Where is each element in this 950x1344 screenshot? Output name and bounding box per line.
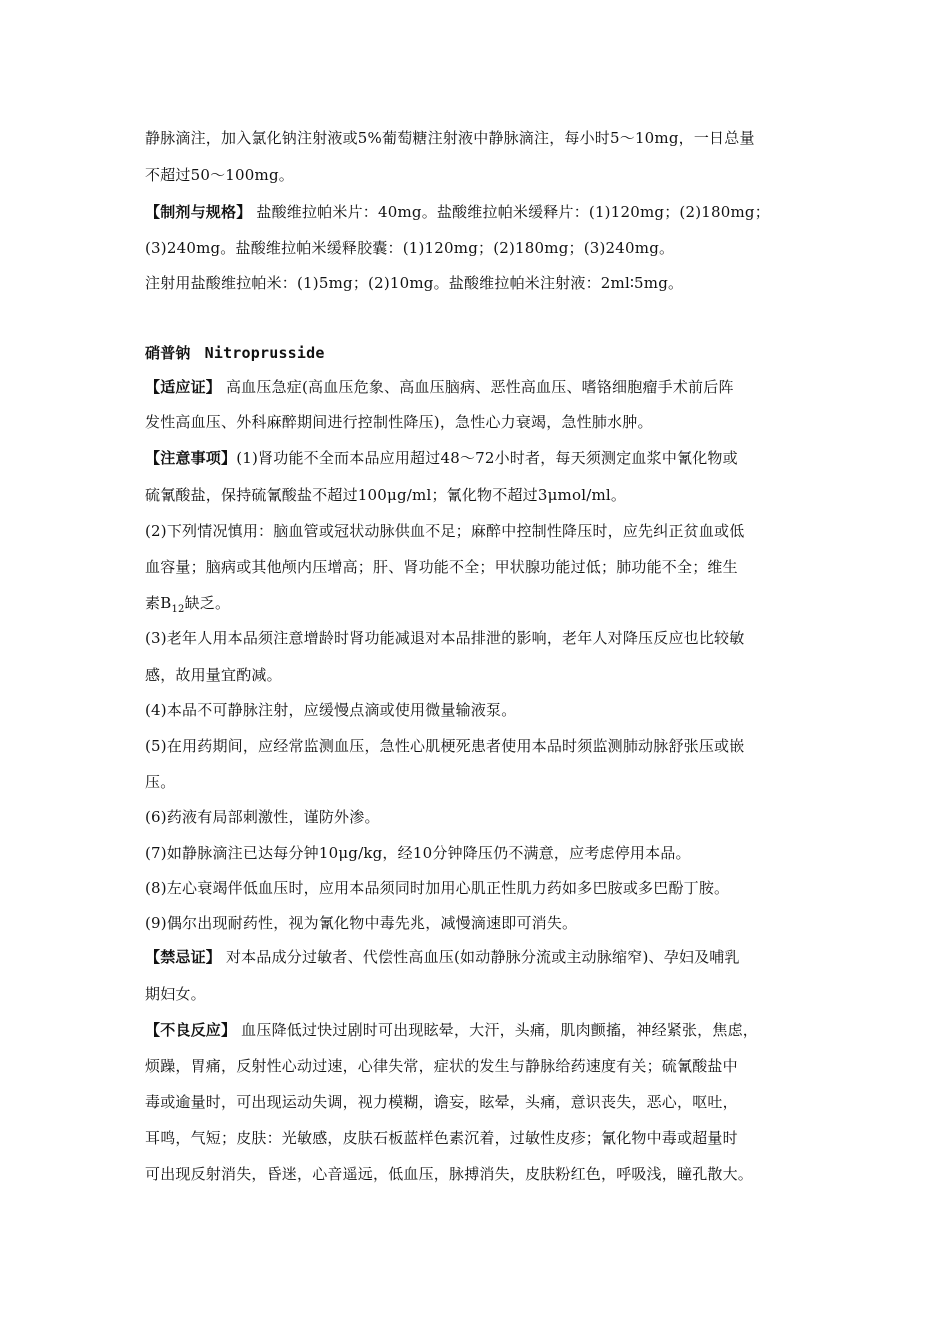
caution-line: (9)偶尔出现耐药性，视为氰化物中毒先兆，减慢滴速即可消失。: [145, 914, 578, 932]
adverse-line: 毒或逾量时，可出现运动失调，视力模糊，谵妄，眩晕，头痛，意识丧失，恶心，呕吐，: [145, 1093, 738, 1111]
dosage-line: 静脉滴注，加入氯化钠注射液或5%葡萄糖注射液中静脉滴注，每小时5～10mg，一日总量: [145, 129, 755, 147]
section-heading-caution: 【注意事项】: [145, 449, 237, 467]
spec-text: 盐酸维拉帕米片：40mg。盐酸维拉帕米缓释片：(1)120mg；(2)180mg；: [251, 203, 770, 221]
caution-line: (5)在用药期间，应经常监测血压，急性心肌梗死患者使用本品时须监测肺动脉舒张压或嵌: [145, 737, 745, 755]
indication-line: 发性高血压、外科麻醉期间进行控制性降压)，急性心力衰竭，急性肺水肿。: [145, 413, 653, 431]
contra-paragraph: [145, 947, 825, 967]
drug-title: [145, 343, 825, 363]
indication-text: 高血压急症(高血压危象、高血压脑病、恶性高血压、嗜铬细胞瘤手术前后阵: [221, 378, 734, 396]
adverse-paragraph: [145, 1020, 825, 1040]
drug-title-en: Nitroprusside: [204, 344, 325, 362]
caution-line: (8)左心衰竭伴低血压时，应用本品须同时加用心肌正性肌力药如多巴胺或多巴酚丁胺。: [145, 879, 730, 897]
indication-paragraph: [145, 377, 825, 397]
caution-text: 缺乏。: [184, 594, 231, 612]
section-heading-adverse: 【不良反应】: [145, 1021, 237, 1039]
spec-line: (3)240mg。盐酸维拉帕米缓释胶囊：(1)120mg；(2)180mg；(3)240mg。: [145, 239, 675, 257]
caution-line: [145, 593, 825, 613]
caution-paragraph: [145, 448, 825, 468]
caution-line: (2)下列情况慎用：脑血管或冠状动脉供血不足；麻醉中控制性降压时，应先纠正贫血或低: [145, 522, 745, 540]
section-heading-indication: 【适应证】: [145, 378, 222, 396]
spec-paragraph: [145, 202, 825, 222]
section-heading-contraindication: 【禁忌证】: [145, 948, 222, 966]
caution-line: 感，故用量宜酌减。: [145, 666, 282, 684]
caution-line: (3)老年人用本品须注意增龄时肾功能减退对本品排泄的影响，老年人对降压反应也比较敏: [145, 629, 745, 647]
adverse-text: 血压降低过快过剧时可出现眩晕，大汗，头痛，肌肉颤搐，神经紧张，焦虑，: [236, 1021, 758, 1039]
caution-line: (7)如静脉滴注已达每分钟10μg/kg，经10分钟降压仍不满意，应考虑停用本品。: [145, 844, 691, 862]
caution-line: (6)药液有局部刺激性，谨防外渗。: [145, 808, 380, 826]
caution-line: 硫氰酸盐，保持硫氰酸盐不超过100μg/ml；氰化物不超过3μmol/ml。: [145, 486, 627, 504]
adverse-line: 耳鸣，气短；皮肤：光敏感，皮肤石板蓝样色素沉着，过敏性皮疹；氰化物中毒或超量时: [145, 1129, 738, 1147]
caution-line: 血容量；脑病或其他颅内压增高；肝、肾功能不全；甲状腺功能过低；肺功能不全；维生: [145, 558, 738, 576]
adverse-line: 烦躁，胃痛，反射性心动过速，心律失常，症状的发生与静脉给药速度有关；硫氰酸盐中: [145, 1057, 738, 1075]
caution-line: 压。: [145, 773, 176, 791]
contra-line: 期妇女。: [145, 985, 206, 1003]
contra-text: 对本品成分过敏者、代偿性高血压(如动静脉分流或主动脉缩窄)、孕妇及哺乳: [221, 948, 740, 966]
section-heading-spec: 【制剂与规格】: [145, 203, 252, 221]
adverse-line: 可出现反射消失，昏迷，心音遥远，低血压，脉搏消失，皮肤粉红色，呼吸浅，瞳孔散大。: [145, 1165, 754, 1183]
drug-title-cn: 硝普钠: [145, 344, 191, 362]
caution-line: (4)本品不可静脉注射，应缓慢点滴或使用微量输液泵。: [145, 701, 517, 719]
caution-text: 素B: [145, 594, 172, 612]
spec-line: 注射用盐酸维拉帕米：(1)5mg；(2)10mg。盐酸维拉帕米注射液：2ml∶5mg。: [145, 274, 684, 292]
caution-text: (1)肾功能不全而本品应用超过48～72小时者，每天须测定血浆中氰化物或: [236, 449, 738, 467]
subscript-text: 12: [171, 604, 185, 615]
dosage-line: 不超过50～100mg。: [145, 166, 294, 184]
